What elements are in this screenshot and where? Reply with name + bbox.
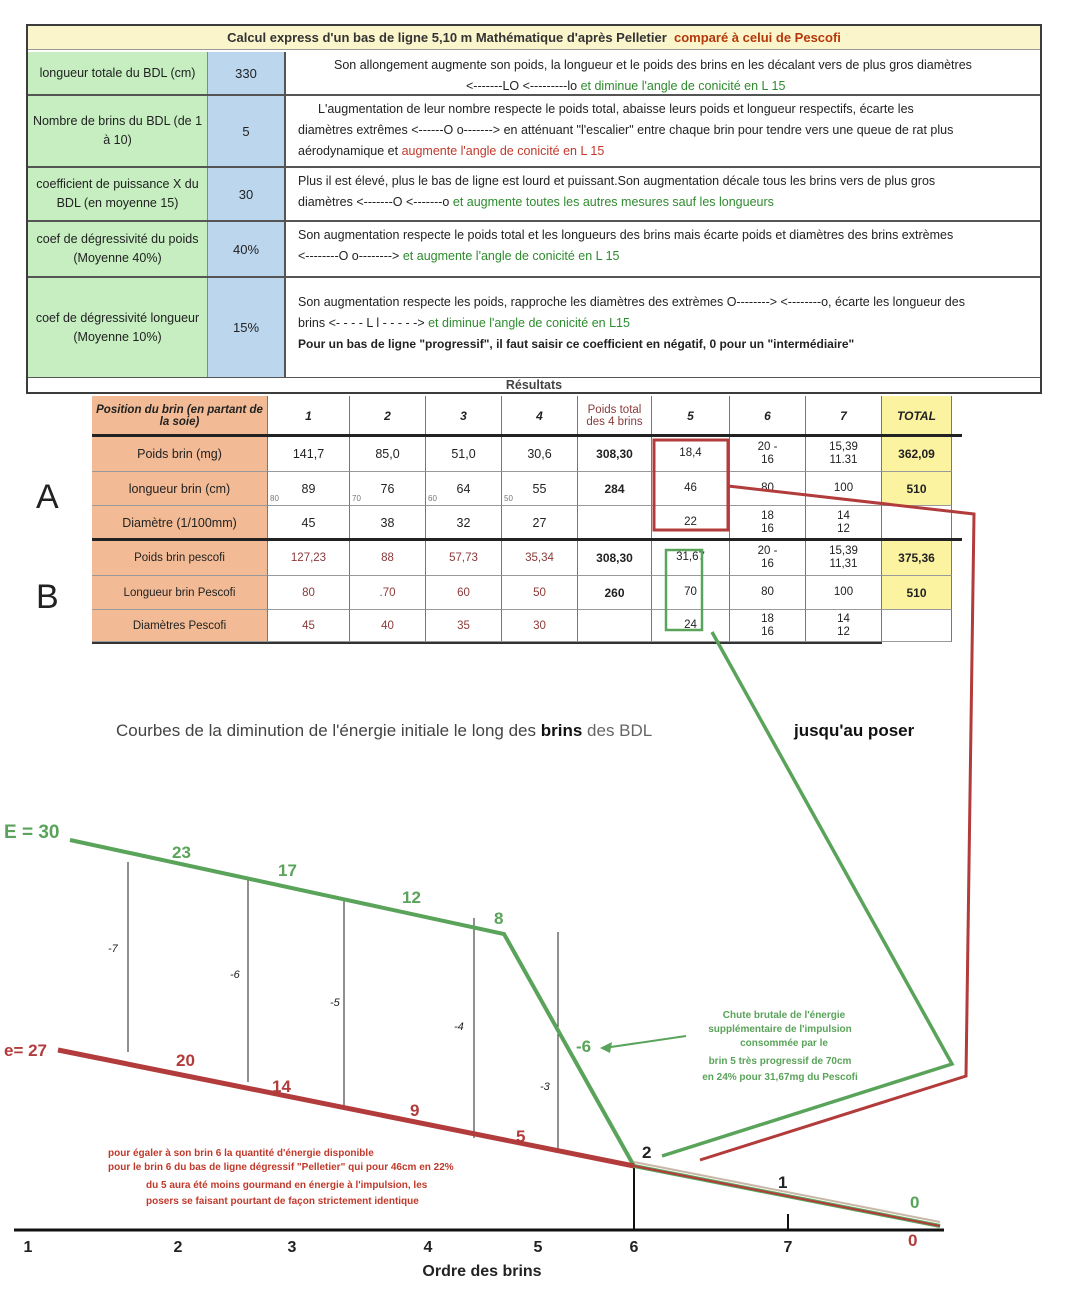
x-tick-label: 3 bbox=[287, 1239, 297, 1256]
a-cell: 30,6 bbox=[502, 436, 578, 472]
a-poids-total: 308,30 bbox=[578, 436, 652, 472]
x-axis-label: Ordre des brins bbox=[422, 1263, 542, 1280]
param-description: L'augmentation de leur nombre respecte le poids total, abaisse leurs poids et longueur respectifs, écarte les diamètres extrêmes <------O o-------> en atténuant "l'escalier" entre chaque brin pour tendre vers une queue de rat plus aérodynamique et augmente l'angle de conicité en L 15 bbox=[298, 102, 954, 158]
a-cell: 27 bbox=[502, 506, 578, 540]
b-cell: 40 bbox=[350, 610, 426, 642]
a-total: 362,09 bbox=[882, 436, 952, 472]
a-cell: 141,7 bbox=[268, 436, 350, 472]
x-tick-label: 1 bbox=[23, 1239, 33, 1256]
a-row-label: Poids brin (mg) bbox=[92, 436, 268, 472]
table-header-col: 2 bbox=[350, 396, 426, 436]
param-value[interactable]: 5 bbox=[208, 96, 286, 166]
b-cell: 80 bbox=[268, 576, 350, 610]
red-note-line: pour égaler à son brin 6 la quantité d'énergie disponible bbox=[108, 1148, 374, 1159]
b-row-label: Poids brin pescofi bbox=[92, 540, 268, 576]
b-cell: 57,73 bbox=[426, 540, 502, 576]
green-value-label: -6 bbox=[576, 1037, 592, 1056]
green-value-label: 23 bbox=[172, 843, 191, 862]
param-description: Son augmentation respecte les poids, rapproche les diamètres des extrèmes O--------> <--------o, écarte les longueur des brins <- - - - L l - - - - -> et diminue l'angle de conicité en L15 Pour un bas de ligne "progressif", il faut saisir ce coefficient en négatif, 0 pour un "intermédiaire" bbox=[298, 295, 965, 351]
b-cell: .70 bbox=[350, 576, 426, 610]
chart-title-part: des BDL bbox=[587, 721, 653, 740]
small-note: 80 bbox=[270, 494, 279, 503]
a-cell: 32 bbox=[426, 506, 502, 540]
drop-label: -4 bbox=[454, 1021, 464, 1033]
b-row-label: Longueur brin Pescofi bbox=[92, 576, 268, 610]
x-tick-label: 4 bbox=[423, 1239, 433, 1256]
drop-label: -6 bbox=[230, 969, 240, 981]
b-cell: 70 bbox=[652, 576, 730, 610]
table-header-col: 3 bbox=[426, 396, 502, 436]
a-cell: 14 12 bbox=[806, 506, 882, 540]
b-cell: 80 bbox=[730, 576, 806, 610]
drop-label: -3 bbox=[540, 1081, 550, 1093]
b-poids-total: 260 bbox=[578, 576, 652, 610]
b-cell: 15,39 11,31 bbox=[806, 540, 882, 576]
green-value-label: 8 bbox=[494, 909, 504, 928]
drop-label: -7 bbox=[108, 943, 118, 955]
a-cell: 100 bbox=[806, 472, 882, 506]
chart-title bbox=[116, 721, 652, 740]
param-description: Son augmentation respecte le poids total et les longueurs des brins mais écarte poids et diamètres des brins extrèmes <--------O o--------> et augmente l'angle de conicité en L 15 bbox=[298, 228, 954, 263]
a-cell: 20 - 16 bbox=[730, 436, 806, 472]
green-value-label: 12 bbox=[402, 888, 421, 907]
a-cell: 22 bbox=[652, 506, 730, 540]
small-note: 50 bbox=[504, 494, 513, 503]
green-note-line: supplémentaire de l'impulsion bbox=[708, 1024, 852, 1035]
green-value-label: 1 bbox=[778, 1173, 788, 1192]
chart-title-part: brins bbox=[540, 721, 588, 740]
x-tick-label: 7 bbox=[783, 1239, 793, 1256]
b-cell: 18 16 bbox=[730, 610, 806, 642]
b-cell: 35 bbox=[426, 610, 502, 642]
green-note-line: brin 5 très progressif de 70cm bbox=[708, 1056, 852, 1067]
chart-title-part: Courbes de la diminution de l'énergie initiale le bbox=[116, 721, 468, 740]
b-cell: 127,23 bbox=[268, 540, 350, 576]
param-value[interactable]: 40% bbox=[208, 222, 286, 276]
a-cell: 80 bbox=[730, 472, 806, 506]
small-note: 60 bbox=[428, 494, 437, 503]
x-tick-label: 5 bbox=[533, 1239, 543, 1256]
b-row-label: Diamètres Pescofi bbox=[92, 610, 268, 642]
green-note-line: en 24% pour 31,67mg du Pescofi bbox=[702, 1072, 858, 1083]
chart-title-suffix: jusqu'au poser bbox=[794, 721, 915, 740]
row-letter-a: A bbox=[36, 478, 59, 516]
b-cell: 24 bbox=[652, 610, 730, 642]
red-note-line: du 5 aura été moins gourmand en énergie à l'impulsion, les bbox=[146, 1180, 428, 1191]
param-label: coefficient de puissance X du BDL (en moyenne 15) bbox=[28, 168, 208, 220]
a-cell: 64 bbox=[426, 472, 502, 506]
param-description: Son allongement augmente son poids, la longueur et le poids des brins en les décalant vers de plus gros diamètres <-------LO <---------lo et diminue l'angle de conicité en L 15 bbox=[334, 58, 972, 93]
a-cell: 45 bbox=[268, 506, 350, 540]
highlight-box-b bbox=[666, 550, 702, 630]
drop-label: -5 bbox=[330, 997, 340, 1009]
green-start-label: E = 30 bbox=[4, 822, 60, 843]
highlight-box-a bbox=[654, 440, 728, 530]
param-value[interactable]: 30 bbox=[208, 168, 286, 220]
red-start-label: e= 27 bbox=[4, 1041, 48, 1060]
param-label: longueur totale du BDL (cm) bbox=[28, 52, 208, 94]
green-note-line: Chute brutale de l'énergie bbox=[722, 1010, 846, 1021]
row-letter-b: B bbox=[36, 578, 59, 616]
red-value-label: 9 bbox=[410, 1101, 420, 1120]
panel-title: Calcul express d'un bas de ligne 5,10 m Mathématique d'après Pelletier comparé à celui de Pescofi bbox=[28, 26, 1040, 50]
a-cell: 46 bbox=[652, 472, 730, 506]
b-cell: 31,67 bbox=[652, 540, 730, 576]
red-value-label: 5 bbox=[516, 1127, 526, 1146]
table-header-col: 7 bbox=[806, 396, 882, 436]
red-value-label: 14 bbox=[272, 1077, 291, 1096]
b-cell: 60 bbox=[426, 576, 502, 610]
red-note-line: posers se faisant pourtant de façon strictement identique bbox=[146, 1196, 419, 1207]
results-label: Résultats bbox=[505, 378, 563, 392]
a-cell: 51,0 bbox=[426, 436, 502, 472]
param-label: coef de dégressivité du poids (Moyenne 40%) bbox=[28, 222, 208, 276]
param-description: Plus il est élevé, plus le bas de ligne est lourd et puissant.Son augmentation décale tous les brins vers de plus gros diamètres <-------O <-------o et augmente toutes les autres mesures sauf les longueurs bbox=[298, 174, 936, 209]
table-header-label: Position du brin (en partant de la soie) bbox=[92, 396, 268, 436]
b-cell: 20 - 16 bbox=[730, 540, 806, 576]
a-cell: 76 bbox=[350, 472, 426, 506]
green-note-line: consommée par le bbox=[740, 1038, 828, 1049]
b-cell: 88 bbox=[350, 540, 426, 576]
b-total: 510 bbox=[882, 576, 952, 610]
param-label: Nombre de brins du BDL (de 1 à 10) bbox=[28, 96, 208, 166]
b-cell: 50 bbox=[502, 576, 578, 610]
small-note: 70 bbox=[352, 494, 361, 503]
green-value-label: 17 bbox=[278, 861, 297, 880]
b-poids-total: 308,30 bbox=[578, 540, 652, 576]
table-header-col: 1 bbox=[268, 396, 350, 436]
chart-title-part: long des bbox=[467, 721, 541, 740]
a-cell: 18,4 bbox=[652, 436, 730, 472]
a-total: 510 bbox=[882, 472, 952, 506]
a-cell: 55 bbox=[502, 472, 578, 506]
a-row-label: Diamètre (1/100mm) bbox=[92, 506, 268, 540]
x-tick-label: 6 bbox=[629, 1239, 639, 1256]
table-header-col: 6 bbox=[730, 396, 806, 436]
b-total: 375,36 bbox=[882, 540, 952, 576]
grey-energy-line bbox=[634, 1162, 940, 1222]
green-arrow-head bbox=[600, 1042, 612, 1053]
table-header-col: 4 bbox=[502, 396, 578, 436]
red-value-label: 0 bbox=[908, 1231, 918, 1250]
table-header-col: 5 bbox=[652, 396, 730, 436]
a-poids-total: 284 bbox=[578, 472, 652, 506]
param-label: coef de dégressivité longueur (Moyenne 10%) bbox=[28, 278, 208, 377]
x-tick-label: 2 bbox=[173, 1239, 183, 1256]
b-cell: 14 12 bbox=[806, 610, 882, 642]
a-cell: 85,0 bbox=[350, 436, 426, 472]
a-cell: 89 bbox=[268, 472, 350, 506]
a-row-label: longueur brin (cm) bbox=[92, 472, 268, 506]
param-value[interactable]: 330 bbox=[208, 52, 286, 94]
b-cell: 45 bbox=[268, 610, 350, 642]
green-arrow bbox=[604, 1036, 686, 1048]
table-header-poids-total: Poids total des 4 brins bbox=[578, 396, 652, 436]
table-header-total: TOTAL bbox=[882, 396, 952, 436]
red-note-line: pour le brin 6 du bas de ligne dégressif "Pelletier" qui pour 46cm en 22% bbox=[108, 1162, 454, 1173]
green-value-label: 2 bbox=[642, 1143, 652, 1162]
b-cell: 35,34 bbox=[502, 540, 578, 576]
a-cell: 15,39 11.31 bbox=[806, 436, 882, 472]
a-cell: 38 bbox=[350, 506, 426, 540]
b-cell: 100 bbox=[806, 576, 882, 610]
b-cell: 30 bbox=[502, 610, 578, 642]
green-value-label: 0 bbox=[910, 1193, 920, 1212]
red-value-label: 20 bbox=[176, 1051, 195, 1070]
param-value[interactable]: 15% bbox=[208, 278, 286, 377]
a-cell: 18 16 bbox=[730, 506, 806, 540]
